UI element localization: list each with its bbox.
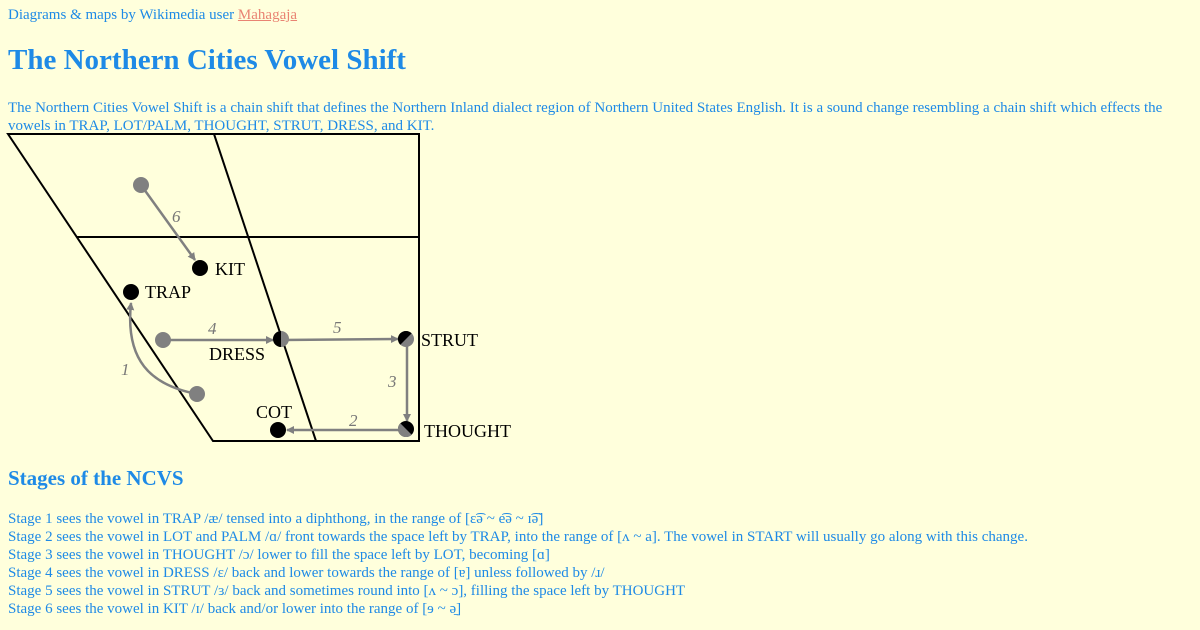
vowel-chart-outline	[8, 134, 419, 441]
stage-number-5: 5	[333, 318, 342, 337]
stage-number-2: 2	[349, 411, 358, 430]
stage-item: Stage 4 sees the vowel in DRESS /ɛ/ back and lower towards the range of [ɐ] unless followed by /ɹ/	[8, 565, 605, 581]
label-trap: TRAP	[145, 282, 192, 302]
stages-list	[8, 510, 1028, 618]
trap-old-dot	[189, 386, 205, 402]
kit-old-dot	[133, 177, 149, 193]
strut-half-dot	[398, 331, 414, 347]
author-link[interactable]: Mahagaja	[237, 7, 298, 23]
stage-number-1: 1	[121, 360, 130, 379]
label-strut: STRUT	[421, 330, 479, 350]
intro-paragraph: The Northern Cities Vowel Shift is a chain shift that defines the Northern Inland dialect region of Northern United States English. It is a sound change resembling a chain shift which effects the vowels in TRAP, LOT/PALM, THOUGHT, STRUT, DRESS, and KIT.	[8, 100, 1163, 134]
vowel-labels	[145, 259, 511, 441]
dress-half-dot	[273, 331, 289, 347]
stage-number-4: 4	[208, 319, 217, 338]
page-title: The Northern Cities Vowel Shift	[8, 44, 406, 76]
stage-item: Stage 6 sees the vowel in KIT /ɪ/ back and/or lower into the range of [ɘ ~ ə̠]	[8, 601, 462, 617]
stage-number-6: 6	[172, 207, 181, 226]
dress-old-dot	[155, 332, 171, 348]
label-cot: COT	[256, 402, 292, 422]
label-kit: KIT	[215, 259, 245, 279]
stage-item: Stage 5 sees the vowel in STRUT /ɜ/ back and sometimes round into [ʌ ~ ɔ], filling the space left by THOUGHT	[8, 583, 686, 599]
credit-text: Diagrams & maps by Wikimedia user	[8, 7, 238, 23]
stage-item: Stage 1 sees the vowel in TRAP /æ/ tensed into a diphthong, in the range of [ɛ͡ə ~ e͡ə ~ ɪ͡ə]	[8, 511, 544, 527]
vowel-shift-diagram	[0, 125, 511, 455]
arrow-stage-5	[282, 339, 398, 340]
stage-number-3: 3	[388, 372, 397, 391]
credit-line	[8, 7, 297, 24]
label-dress: DRESS	[209, 344, 266, 364]
stage-item: Stage 3 sees the vowel in THOUGHT /ɔ/ lower to fill the space left by LOT, becoming [ɑ]	[8, 547, 550, 563]
kit-dot	[192, 260, 208, 276]
label-thought: THOUGHT	[424, 421, 511, 441]
stages-heading: Stages of the NCVS	[8, 466, 184, 490]
thought-half-dot	[398, 421, 414, 437]
front-central-divider	[214, 134, 316, 441]
stage-numbers	[121, 207, 397, 430]
stage-item: Stage 2 sees the vowel in LOT and PALM /ɑ/ front towards the space left by TRAP, into the range of [ʌ ~ a]. The vowel in START will usually go along with this change.	[8, 529, 1028, 545]
cot-dot	[270, 422, 286, 438]
arrow-stage-1	[130, 303, 197, 394]
trap-dot	[123, 284, 139, 300]
arrow-stage-6	[141, 185, 195, 260]
chart-border	[8, 134, 419, 441]
